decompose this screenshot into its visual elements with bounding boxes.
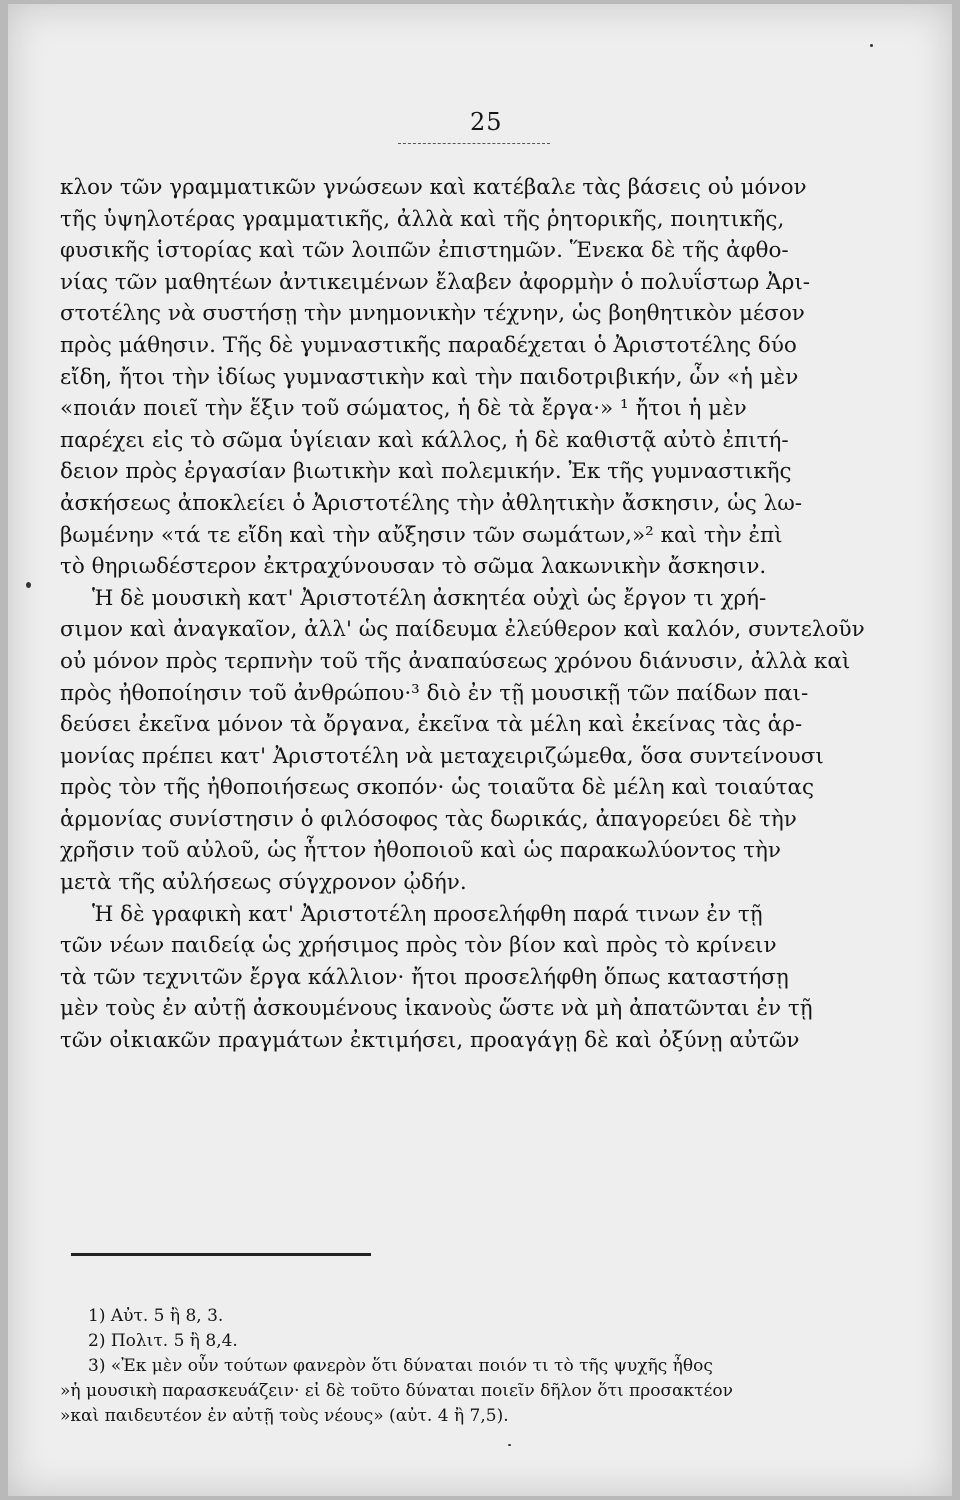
paper-speck	[26, 582, 31, 588]
footnote-1: 1) Αὐτ. 5 ἢ 8, 3.	[88, 1306, 224, 1326]
page-number: 25	[470, 108, 503, 136]
text-line: τὸ θηριωδέστερον ἐκτραχύνουσαν τὸ σῶμα λακωνικὴν ἄσκησιν.	[60, 554, 767, 580]
footnote-3-continuation: »ἡ μουσικὴ παρασκευάζειν· εἰ δὲ τοῦτο δύναται ποιεῖν δῆλον ὅτι προσακτέον	[60, 1381, 733, 1401]
text-line: εἴδη, ἤτοι τὴν ἰδίως γυμναστικὴν καὶ τὴν παιδοτριβικήν, ὧν «ἡ μὲν	[60, 364, 799, 390]
body-text	[60, 172, 876, 1057]
text-line: τὰ τῶν τεχνιτῶν ἔργα κάλλιον· ἤτοι προσελήφθη ὅπως καταστήσῃ	[60, 964, 789, 990]
paper-speck	[508, 1444, 511, 1446]
text-line: φυσικῆς ἱστορίας καὶ τῶν λοιπῶν ἐπιστημῶν. Ἕνεκα δὲ τῆς ἀφθο-	[60, 238, 789, 264]
book-page	[8, 4, 952, 1496]
footnote-3: 3) «Ἐκ μὲν οὖν τούτων φανερὸν ὅτι δύναται ποιόν τι τὸ τῆς ψυχῆς ἦθος	[88, 1356, 713, 1376]
text-line: δειον πρὸς ἐργασίαν βιωτικὴν καὶ πολεμικήν. Ἐκ τῆς γυμναστικῆς	[60, 459, 792, 485]
text-line: μὲν τοὺς ἐν αὐτῇ ἀσκουμένους ἱκανοὺς ὥστε νὰ μὴ ἀπατῶνται ἐν τῇ	[60, 996, 813, 1022]
text-line: ἀσκήσεως ἀποκλείει ὁ Ἀριστοτέλης τὴν ἀθλητικὴν ἄσκησιν, ὡς λω-	[60, 490, 803, 516]
text-line: μετὰ τῆς αὐλήσεως σύγχρονον ᾠδήν.	[60, 870, 467, 896]
text-line: πρὸς ἠθοποίησιν τοῦ ἀνθρώπου·³ διὸ ἐν τῇ μουσικῇ τῶν παίδων παι-	[60, 680, 809, 706]
text-line: νίας τῶν μαθητέων ἀντικειμένων ἔλαβεν ἀφορμὴν ὁ πολυΐστωρ Ἀρι-	[60, 269, 811, 295]
text-line: οὐ μόνον πρὸς τερπνὴν τοῦ τῆς ἀναπαύσεως χρόνου διάνυσιν, ἀλλὰ καὶ	[60, 648, 851, 674]
paragraph-start-line: Ἡ δὲ μουσικὴ κατ' Ἀριστοτέλη ἀσκητέα οὐχὶ ὡς ἔργον τι χρή-	[92, 585, 767, 611]
text-line: στοτέλης νὰ συστήσῃ τὴν μνημονικὴν τέχνην, ὡς βοηθητικὸν μέσον	[60, 301, 805, 327]
text-line: χρῆσιν τοῦ αὐλοῦ, ὡς ἧττον ἠθοποιοῦ καὶ ὡς παρακωλύοντος τὴν	[60, 838, 781, 864]
text-line: παρέχει εἰς τὸ σῶμα ὑγίειαν καὶ κάλλος, ἡ δὲ καθιστᾷ αὐτὸ ἐπιτή-	[60, 427, 789, 453]
text-line: μονίας πρέπει κατ' Ἀριστοτέλη νὰ μεταχειριζώμεθα, ὅσα συντείνουσι	[60, 743, 824, 769]
text-line: κλον τῶν γραμματικῶν γνώσεων καὶ κατέβαλε τὰς βάσεις οὐ μόνον	[60, 175, 807, 200]
footnote-3-continuation: »καὶ παιδευτέον ἐν αὐτῇ τοὺς νέους» (αὐτ. 4 ἢ 7,5).	[60, 1406, 509, 1426]
paper-speck	[870, 44, 873, 47]
paragraph-start-line: Ἡ δὲ γραφικὴ κατ' Ἀριστοτέλη προσελήφθη παρά τινων ἐν τῇ	[92, 901, 763, 927]
text-line: τῆς ὑψηλοτέρας γραμματικῆς, ἀλλὰ καὶ τῆς ῥητορικῆς, ποιητικῆς,	[60, 206, 785, 232]
text-line: βωμένην «τά τε εἴδη καὶ τὴν αὔξησιν τῶν σωμάτων,»² καὶ τὴν ἐπὶ	[60, 522, 783, 548]
text-line: σιμον καὶ ἀναγκαῖον, ἀλλ' ὡς παίδευμα ἐλεύθερον καὶ καλόν, συντελοῦν	[60, 617, 865, 643]
footnotes	[60, 1304, 880, 1429]
text-line: «ποιάν ποιεῖ τὴν ἕξιν τοῦ σώματος, ἡ δὲ τὰ ἔργα·» ¹ ἤτοι ἡ μὲν	[60, 396, 747, 422]
text-line: ἁρμονίας συνίστησιν ὁ φιλόσοφος τὰς δωρικάς, ἀπαγορεύει δὲ τὴν	[60, 806, 797, 832]
text-line: τῶν νέων παιδείᾳ ὡς χρήσιμος πρὸς τὸν βίον καὶ πρὸς τὸ κρίνειν	[60, 933, 777, 959]
header-rule	[398, 143, 550, 144]
footnote-rule	[71, 1253, 371, 1256]
text-line: τῶν οἰκιακῶν πραγμάτων ἐκτιμήσει, προαγάγῃ δὲ καὶ ὀξύνῃ αὐτῶν	[60, 1028, 800, 1054]
footnote-2: 2) Πολιτ. 5 ἢ 8,4.	[88, 1331, 238, 1351]
text-line: πρὸς τὸν τῆς ἠθοποιήσεως σκοπόν· ὡς τοιαῦτα δὲ μέλη καὶ τοιαύτας	[60, 775, 815, 801]
text-line: δεύσει ἐκεῖνα μόνον τὰ ὄργανα, ἐκεῖνα τὰ μέλη καὶ ἐκείνας τὰς ἁρ-	[60, 712, 803, 738]
text-line: πρὸς μάθησιν. Τῆς δὲ γυμναστικῆς παραδέχεται ὁ Ἀριστοτέλης δύο	[60, 332, 797, 358]
